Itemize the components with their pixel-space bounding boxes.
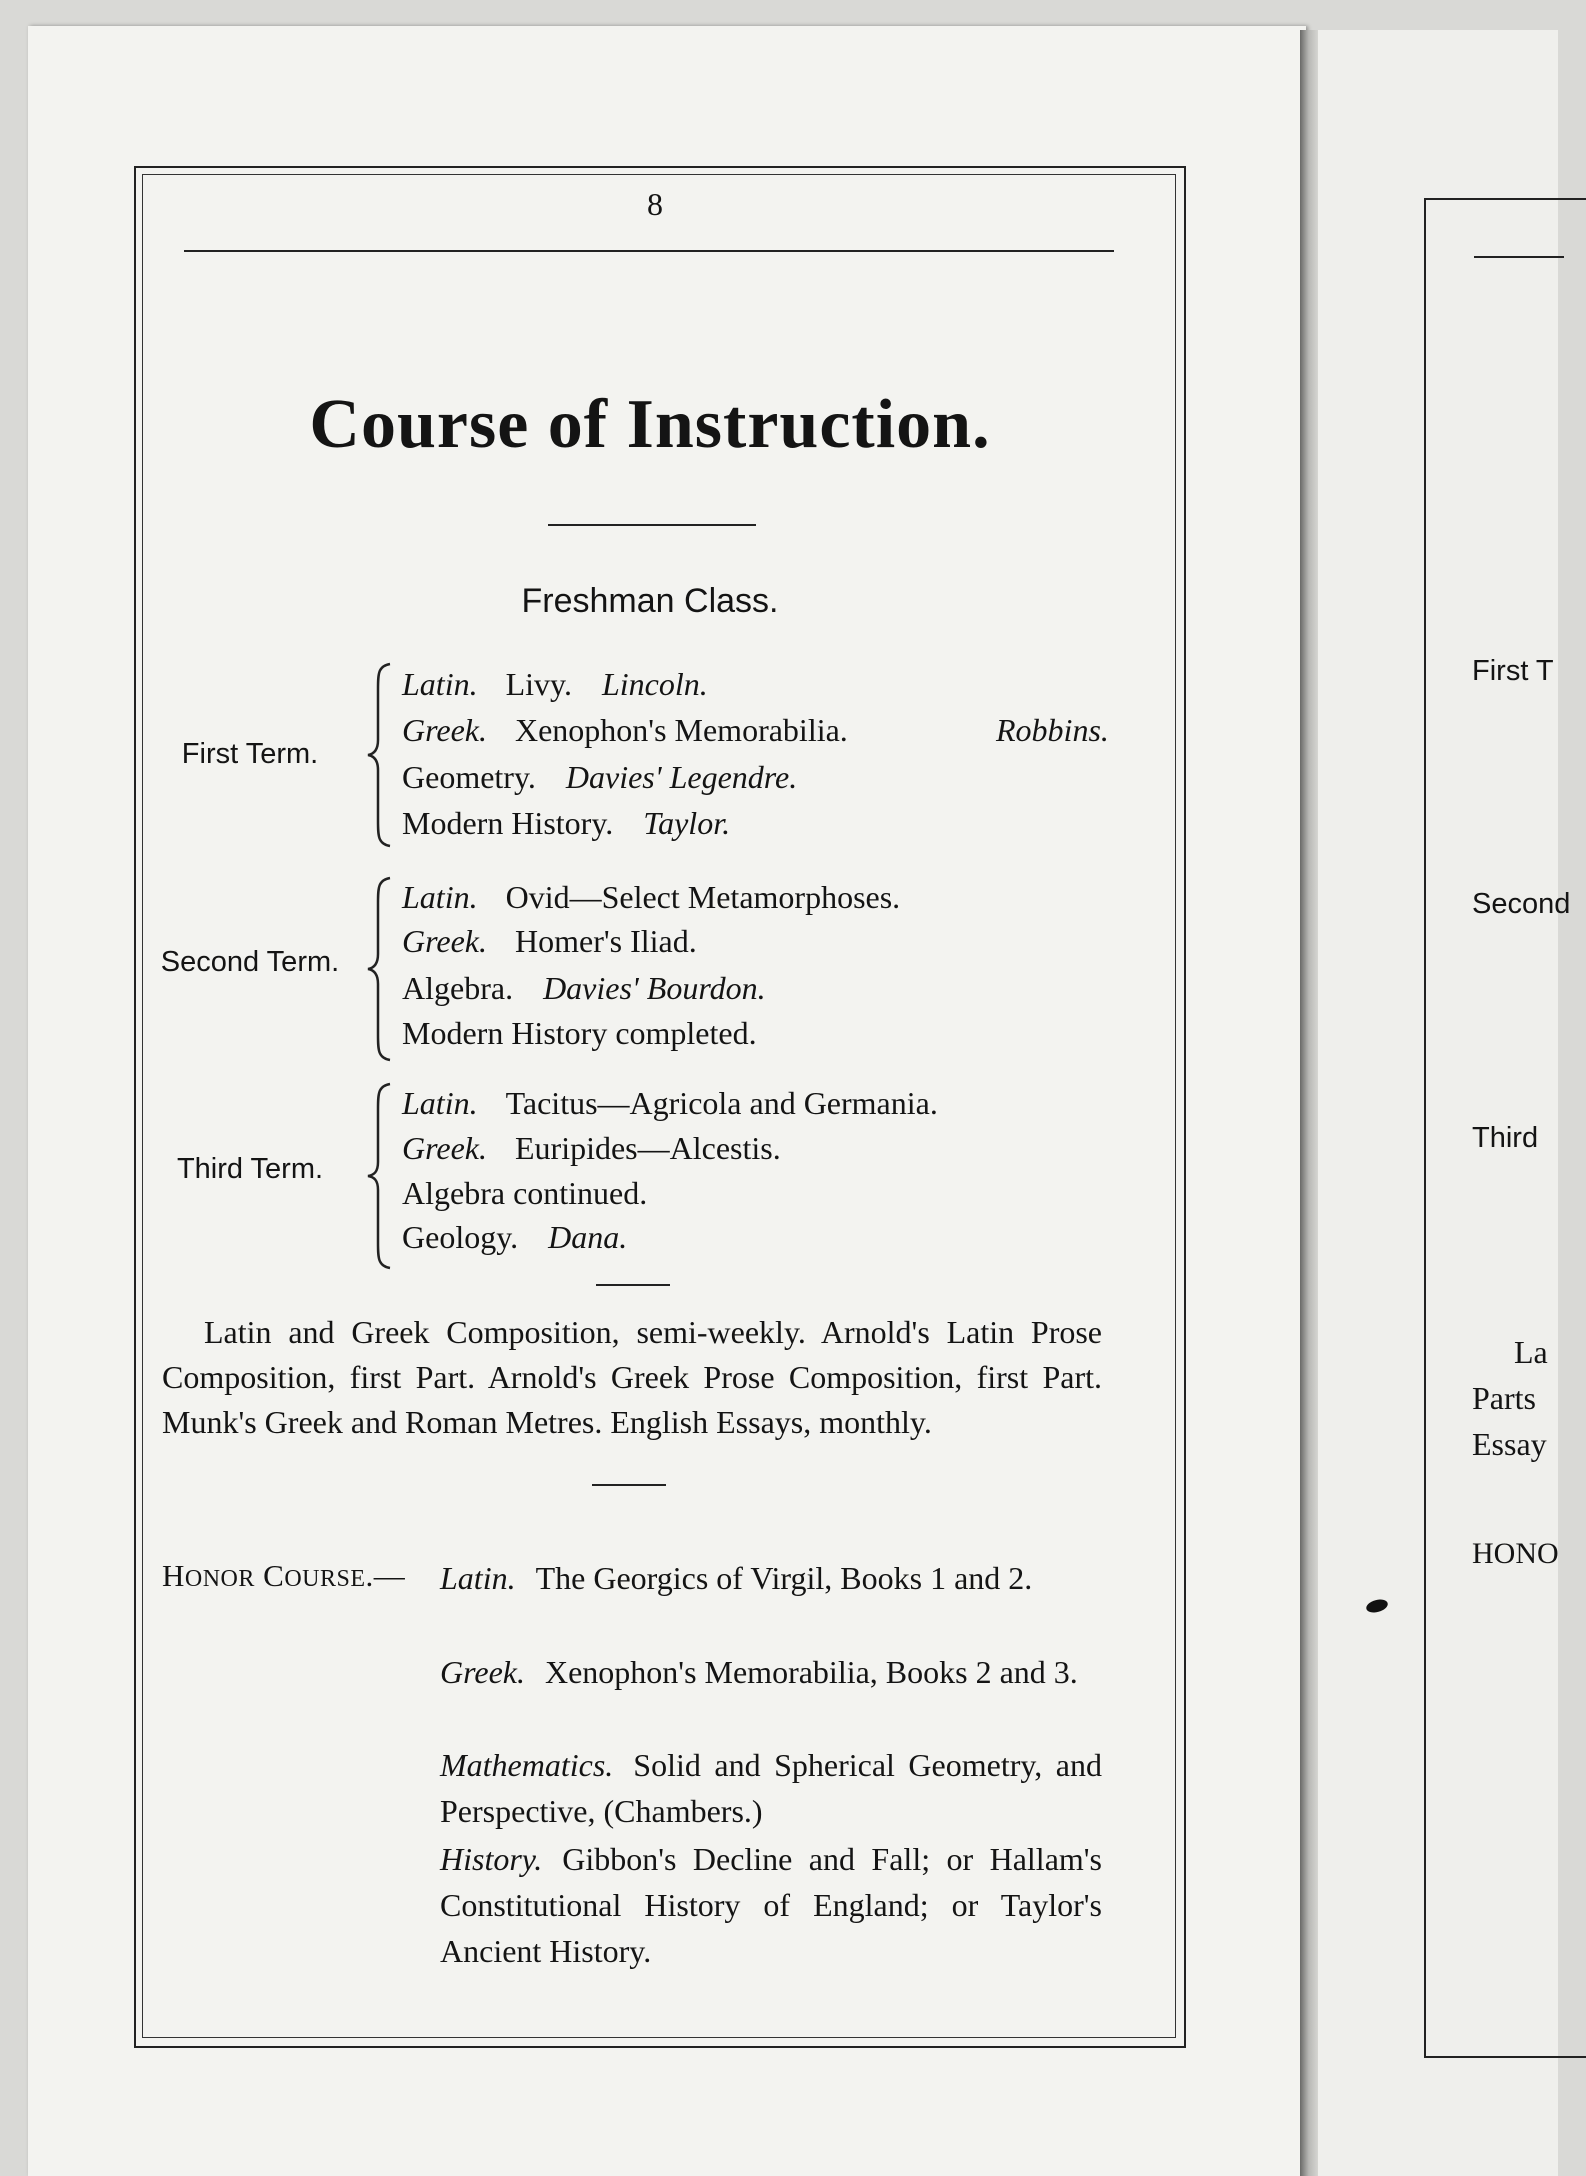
course-line: Latin. Tacitus—Agricola and Germania. (402, 1085, 938, 1121)
course-line: Latin. Livy. Lincoln. (402, 666, 708, 702)
header-rule (184, 250, 1114, 252)
curly-brace-icon (364, 660, 396, 850)
facing-page-rule (1474, 256, 1564, 258)
curly-brace-icon (364, 1080, 396, 1272)
course-line: Geometry. Davies' Legendre. (402, 759, 798, 795)
course-line: Greek. Euripides—Alcestis. (402, 1130, 781, 1166)
facing-page-label: HONO (1472, 1537, 1559, 1570)
honor-entry: History. Gibbon's Decline and Fall; or Hallam's Constitutional History of England; or Taylor's Ancient History. (440, 1841, 1102, 1969)
course-line: Algebra. Davies' Bourdon. (402, 970, 766, 1006)
composition-paragraph: Latin and Greek Composition, semi-weekly. Arnold's Latin Prose Composition, first Part. Arnold's Greek Prose Composition, first Part. Munk's Greek and Roman Metres. English Essays, monthly. (162, 1314, 1102, 1440)
course-line: Geology. Dana. (402, 1219, 628, 1255)
page-number: 8 (647, 186, 663, 222)
course-line: Modern History. Taylor. (402, 805, 731, 841)
course-line: Modern History completed. (402, 1015, 757, 1051)
course-line: Algebra continued. (402, 1175, 648, 1211)
honor-entry: Latin. The Georgics of Virgil, Books 1 and 2. (440, 1560, 1033, 1596)
facing-page-label: Third (1472, 1122, 1539, 1154)
honor-course-label: HONOR COURSE.— (162, 1558, 406, 1593)
course-line: Greek. Homer's Iliad. (402, 923, 697, 959)
section-rule (596, 1284, 670, 1286)
facing-page-label: Second (1472, 888, 1571, 920)
facing-page-label: La (1514, 1334, 1548, 1370)
page-title: Course of Instruction. (309, 386, 991, 463)
term-label: Second Term. (160, 946, 340, 978)
section-rule (592, 1484, 666, 1486)
facing-page-label: Parts (1472, 1380, 1536, 1416)
curly-brace-icon (364, 874, 396, 1064)
class-heading: Freshman Class. (521, 582, 779, 620)
honor-entry: Mathematics. Solid and Spherical Geometry, and Perspective, (Chambers.) (440, 1747, 1102, 1829)
facing-page-label: First T (1472, 655, 1554, 687)
term-label: First Term. (181, 738, 319, 770)
title-rule (548, 524, 756, 526)
honor-entry: Greek. Xenophon's Memorabilia, Books 2 and 3. (440, 1654, 1078, 1690)
facing-page-label: Essay (1472, 1426, 1547, 1462)
course-line: Latin. Ovid—Select Metamorphoses. (402, 879, 901, 915)
course-line: Greek. Xenophon's Memorabilia. Robbins. (402, 712, 1109, 748)
term-label: Third Term. (176, 1153, 324, 1185)
